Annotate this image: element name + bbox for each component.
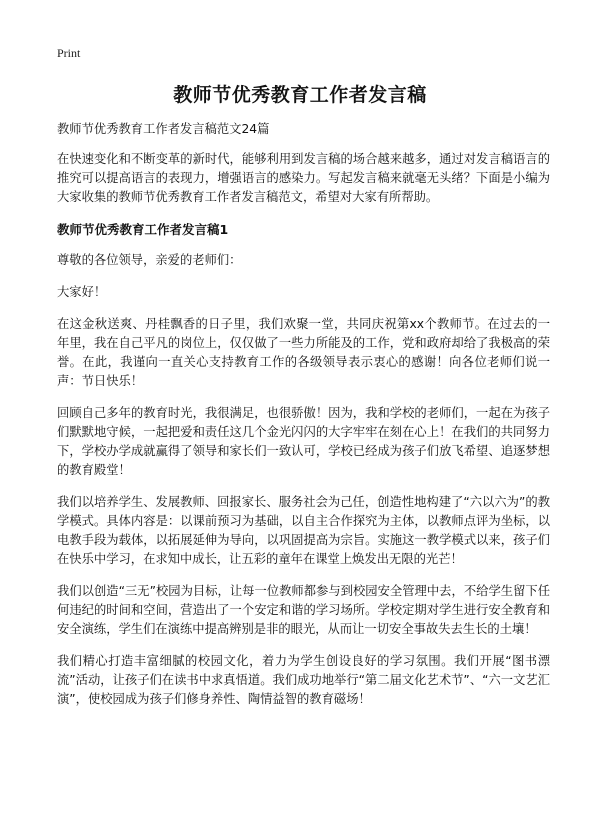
print-link[interactable]: Print [57, 46, 81, 60]
body-paragraph-4: 我们以创造“三无”校园为目标，让每一位教师都参与到校园安全管理中去，不给学生留下任何违纪的时间和空间，营造出了一个安定和谐的学习场所。学校定期对学生进行安全教育和安全演练，学生们在演练中提高辨别是非的眼光，从而让一切安全事故失去生长的土壤！ [57, 584, 550, 636]
body-paragraph-3: 我们以培养学生、发展教师、回报家长、服务社会为己任，创造性地构建了“六以六为”的教学模式。具体内容是：以课前预习为基础，以自主合作探究为主体，以教师点评为坐标，以电教手段为载体，以拓展延伸为导向，以巩固提高为宗旨。实施这一教学模式以来，孩子们在快乐中学习，在求知中成长，让五彩的童年在课堂上焕发出无限的光芒！ [57, 495, 550, 566]
body-paragraph-5: 我们精心打造丰富细腻的校园文化，着力为学生创设良好的学习氛围。我们开展“图书漂流”活动，让孩子们在读书中求真悟道。我们成功地举行“第二届文化艺术节”、“六一文艺汇演”，使校园成为孩子们修身养性、陶情益智的教育磁场！ [57, 654, 550, 706]
document-title: 教师节优秀教育工作者发言稿 [173, 84, 427, 106]
body-paragraph-2: 回顾自己多年的教育时光，我很满足，也很骄傲！因为，我和学校的老师们，一起在为孩子们默默地守候，一起把爱和责任这几个金光闪闪的大字牢牢在刻在心上！在我们的共同努力下，学校办学成就赢得了领导和家长们一致认可，学校已经成为孩子们放飞希望、追逐梦想的教育殿堂！ [57, 406, 550, 477]
greeting-leaders: 尊敬的各位领导，亲爱的老师们： [57, 253, 242, 267]
document-subtitle: 教师节优秀教育工作者发言稿范文24篇 [57, 122, 270, 136]
intro-paragraph: 在快速变化和不断变革的新时代，能够利用到发言稿的场合越来越多，通过对发言稿语言的推究可以提高语言的表现力，增强语言的感染力。写起发言稿来就毫无头绪？下面是小编为大家收集的教师节优秀教育工作者发言稿范文，希望对大家有所帮助。 [57, 152, 550, 204]
greeting-everyone: 大家好！ [57, 285, 107, 299]
section-heading: 教师节优秀教育工作者发言稿1 [57, 222, 229, 237]
body-paragraph-1: 在这金秋送爽、丹桂飘香的日子里，我们欢聚一堂，共同庆祝第xx个教师节。在过去的一年里，我在自己平凡的岗位上，仅仅做了一些力所能及的工作，党和政府却给了我极高的荣誉。在此，我谨向一直关心支持教育工作的各级领导表示衷心的感谢！向各位老师们说一声：节日快乐！ [57, 317, 550, 388]
document-body [57, 120, 550, 722]
